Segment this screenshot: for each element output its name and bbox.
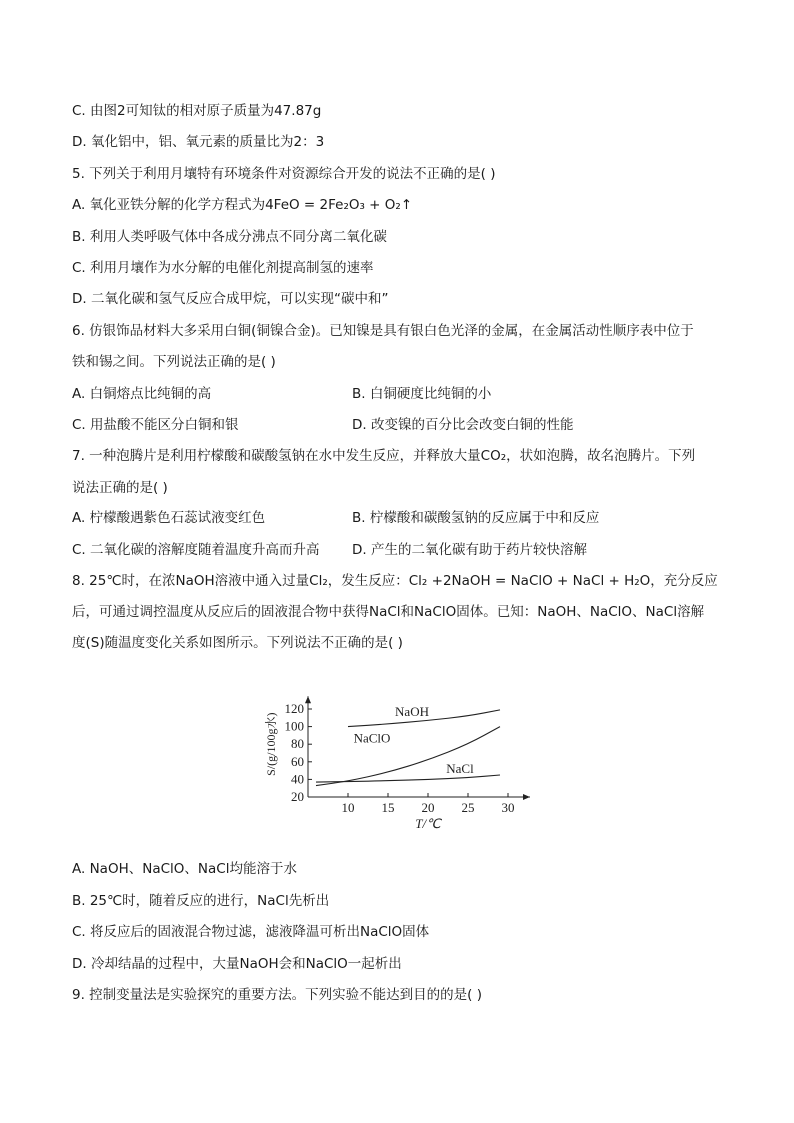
- solubility-chart: [258, 672, 538, 834]
- question-8-line2: 后，可通过调控温度从反应后的固液混合物中获得NaCl和NaClO固体。已知：NaOH、NaClO、NaCl溶解: [72, 604, 705, 620]
- question-8-line3: 度(S)随温度变化关系如图所示。下列说法不正确的是( ): [72, 635, 403, 651]
- option-6c: C. 用盐酸不能区分白铜和银: [72, 417, 239, 433]
- y-axis-label: S/(g/100g水): [264, 712, 278, 776]
- option-6a: A. 白铜熔点比纯铜的高: [72, 386, 212, 402]
- option-7c: C. 二氧化碳的溶解度随着温度升高而升高: [72, 542, 320, 558]
- x-tick-label: 20: [421, 800, 435, 815]
- question-8-line1: 8. 25℃时，在浓NaOH溶液中通入过量Cl₂，发生反应：Cl₂ +2NaOH = NaClO + NaCl + H₂O，充分反应: [72, 573, 718, 589]
- question-6-line1: 6. 仿银饰品材料大多采用白铜(铜镍合金)。已知镍是具有银白色光泽的金属，在金属活动性顺序表中位于: [72, 323, 694, 339]
- option-5a: A. 氧化亚铁分解的化学方程式为4FeO = 2Fe₂O₃ + O₂↑: [72, 197, 413, 213]
- y-axis-arrow: [305, 696, 311, 703]
- x-tick-label: 10: [341, 800, 355, 815]
- x-axis-label: T/℃: [415, 816, 441, 831]
- option-6d: D. 改变镍的百分比会改变白铜的性能: [352, 417, 574, 433]
- option-8c: C. 将反应后的固液混合物过滤，滤液降温可析出NaClO固体: [72, 924, 430, 940]
- series-naclo-label: NaClO: [353, 730, 391, 746]
- x-tick-label: 15: [381, 800, 395, 815]
- y-tick-label: 120: [284, 701, 304, 716]
- option-5b: B. 利用人类呼吸气体中各成分沸点不同分离二氧化碳: [72, 229, 387, 245]
- series-naoh-label: NaOH: [395, 704, 429, 720]
- y-tick-label: 40: [291, 771, 304, 787]
- option-4d: D. 氧化铝中，铝、氧元素的质量比为2：3: [72, 134, 325, 150]
- option-8b: B. 25℃时，随着反应的进行，NaCl先析出: [72, 893, 330, 909]
- option-5c: C. 利用月壤作为水分解的电催化剂提高制氢的速率: [72, 260, 374, 276]
- y-tick-label: 60: [291, 753, 304, 769]
- option-6b: B. 白铜硬度比纯铜的小: [352, 386, 492, 402]
- x-tick-label: 30: [501, 800, 515, 815]
- series-nacl-label: NaCl: [446, 761, 474, 777]
- option-8d: D. 冷却结晶的过程中，大量NaOH会和NaClO一起析出: [72, 956, 402, 972]
- option-7a: A. 柠檬酸遇紫色石蕊试液变红色: [72, 510, 266, 526]
- option-5d: D. 二氧化碳和氢气反应合成甲烷，可以实现“碳中和”: [72, 291, 389, 307]
- option-4c: C. 由图2可知钛的相对原子质量为47.87g: [72, 103, 322, 119]
- y-tick-label: 20: [291, 789, 304, 804]
- question-9: 9. 控制变量法是实验探究的重要方法。下列实验不能达到目的的是( ): [72, 987, 482, 1003]
- x-axis-arrow: [523, 794, 530, 800]
- y-tick-label: 100: [284, 718, 304, 734]
- y-tick-label: 80: [291, 736, 304, 752]
- option-8a: A. NaOH、NaClO、NaCl均能溶于水: [72, 861, 297, 877]
- option-7d: D. 产生的二氧化碳有助于药片较快溶解: [352, 542, 587, 558]
- question-5: 5. 下列关于利用月壤特有环境条件对资源综合开发的说法不正确的是( ): [72, 166, 496, 182]
- question-7-line2: 说法正确的是( ): [72, 480, 168, 496]
- x-tick-label: 25: [461, 800, 475, 815]
- question-6-line2: 铁和锡之间。下列说法正确的是( ): [72, 354, 276, 370]
- option-7b: B. 柠檬酸和碳酸氢钠的反应属于中和反应: [352, 510, 600, 526]
- question-7-line1: 7. 一种泡腾片是利用柠檬酸和碳酸氢钠在水中发生反应，并释放大量CO₂，状如泡腾，故名泡腾片。下列: [72, 448, 696, 464]
